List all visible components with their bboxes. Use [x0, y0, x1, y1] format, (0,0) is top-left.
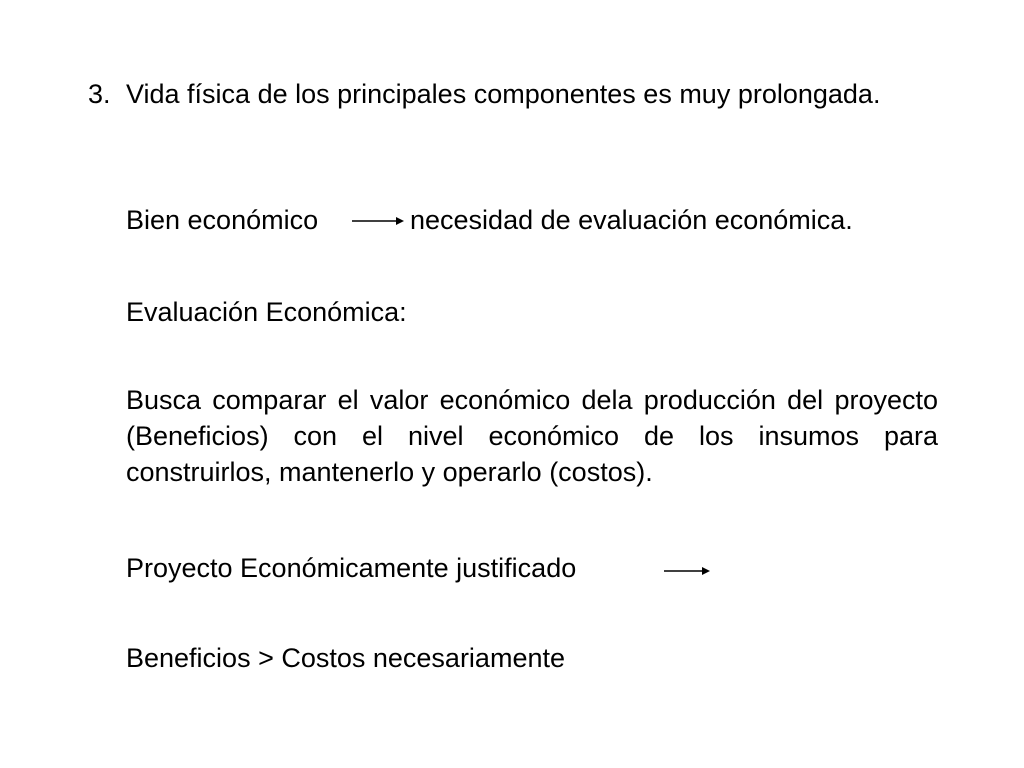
- bien-left-text: Bien económico: [126, 205, 319, 235]
- beneficios-text: Beneficios > Costos necesariamente: [126, 643, 565, 673]
- bien-right-text: necesidad de evaluación económica.: [410, 205, 853, 235]
- eval-heading: Evaluación Económica:: [126, 297, 407, 327]
- busca-paragraph: Busca comparar el valor económico dela producción del proyecto (Beneficios) con el nivel económico de los insumos para construirlos, mantenerlo y operarlo (costos).: [126, 385, 938, 487]
- point-number: 3.: [88, 79, 111, 109]
- proyecto-text: Proyecto Económicamente justificado: [126, 553, 577, 583]
- right-arrow-icon: [664, 564, 710, 578]
- right-arrow-icon: [352, 214, 404, 228]
- point-text: Vida física de los principales componentes es muy prolongada.: [126, 79, 881, 109]
